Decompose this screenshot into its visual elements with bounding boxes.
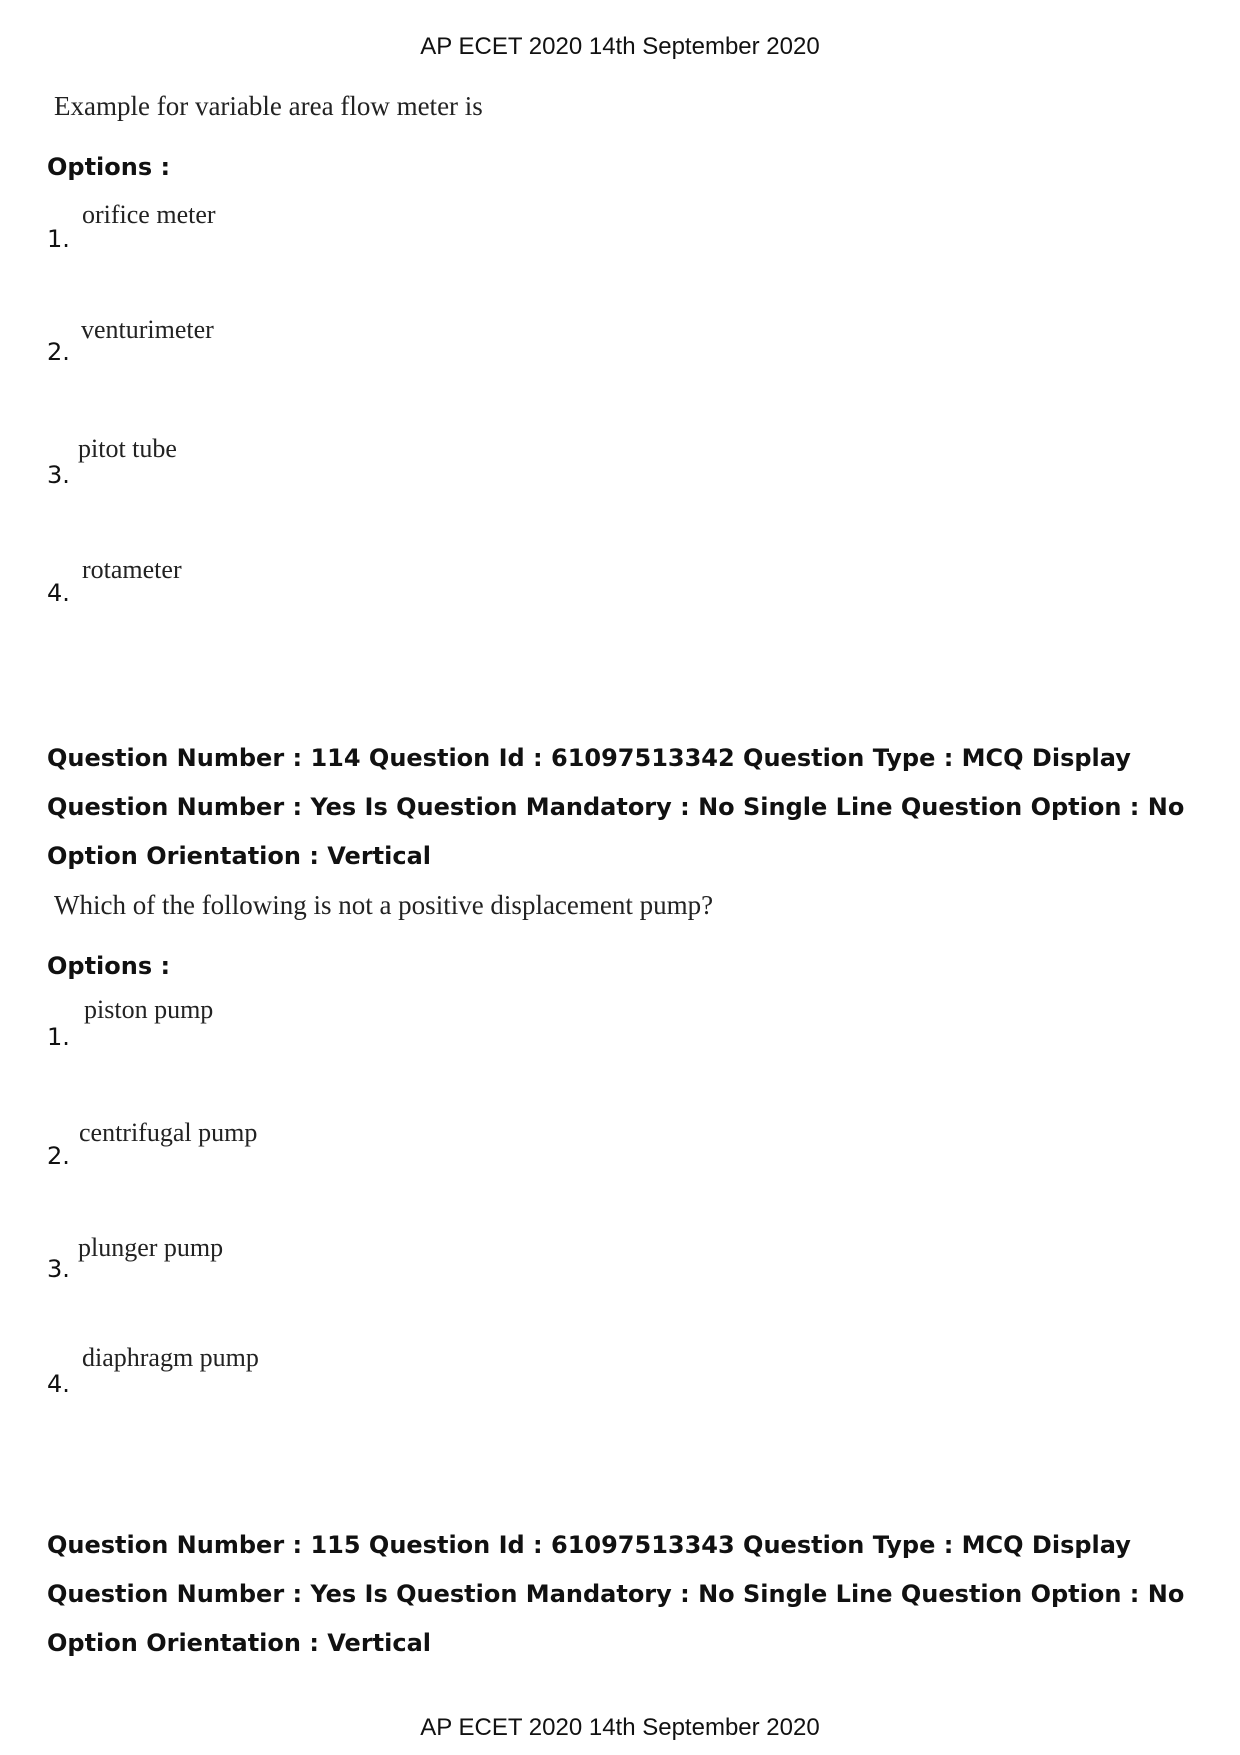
option-text: diaphragm pump (82, 1343, 259, 1372)
option-number: 3. (47, 1255, 70, 1283)
option-text: pitot tube (78, 434, 177, 463)
option-text: orifice meter (82, 200, 216, 229)
question-text: Which of the following is not a positive displacement pump? (54, 890, 714, 920)
option-text: centrifugal pump (79, 1118, 258, 1147)
option-text: venturimeter (81, 315, 214, 344)
option-number: 2. (47, 338, 70, 366)
page-header: AP ECET 2020 14th September 2020 (420, 33, 820, 60)
option-number: 1. (47, 1023, 70, 1051)
options-label: Options : (47, 952, 171, 980)
option-number: 4. (47, 579, 70, 607)
option-text: plunger pump (78, 1233, 224, 1262)
option-text: piston pump (84, 995, 214, 1024)
option-text: rotameter (82, 555, 182, 584)
option-number: 3. (47, 461, 70, 489)
options-label: Options : (47, 153, 171, 181)
question-meta: Question Number : 114 Question Id : 61097513342 Question Type : MCQ Display Question Number : Yes Is Question Mandatory : No Single Line Question Option : No Option Orientation : Vertical (47, 744, 1185, 870)
question-meta: Question Number : 115 Question Id : 61097513343 Question Type : MCQ Display Question Number : Yes Is Question Mandatory : No Single Line Question Option : No Option Orientation : Vertical (47, 1531, 1185, 1657)
question-text: Example for variable area flow meter is (54, 91, 483, 121)
option-number: 2. (47, 1142, 70, 1170)
page-footer: AP ECET 2020 14th September 2020 (420, 1714, 820, 1741)
option-number: 4. (47, 1370, 70, 1398)
option-number: 1. (47, 225, 70, 253)
